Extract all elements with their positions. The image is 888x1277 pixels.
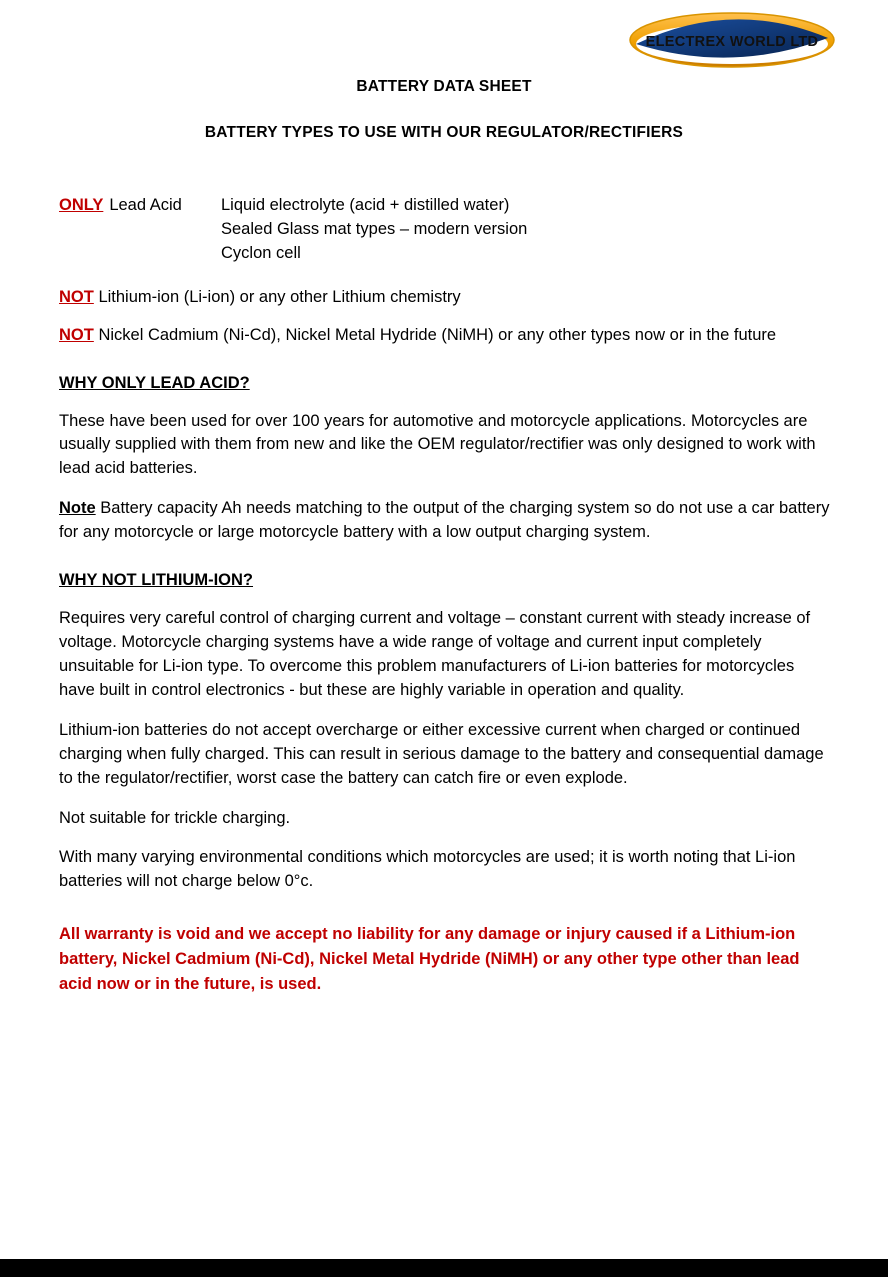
only-type-list <box>221 194 527 266</box>
paragraph: Lithium-ion batteries do not accept overcharge or either excessive current when charged or continued charging when fully charged. This can result in serious damage to the battery and consequential damage to the regulator/rectifier, worst case the battery can catch fire or even explode. <box>59 720 824 787</box>
warranty-warning: All warranty is void and we accept no liability for any damage or injury caused if a Lithium-ion battery, Nickel Cadmium (Ni-Cd), Nickel Metal Hydride (NiMH) or any other type other than lead acid now or in the future, is used. <box>59 925 800 993</box>
electrex-world-logo-icon <box>628 8 836 72</box>
not-line-lithium <box>55 286 833 310</box>
paragraph: Not suitable for trickle charging. <box>59 808 291 827</box>
section-heading-why-not-lithium-ion: WHY NOT LITHIUM-ION? <box>59 571 254 590</box>
only-type: Lead Acid <box>109 196 182 214</box>
not-text: Lithium-ion (Li-ion) or any other Lithium chemistry <box>98 287 461 306</box>
document-body <box>55 194 833 997</box>
list-item: Cyclon cell <box>221 243 301 262</box>
not-keyword: NOT <box>59 325 94 344</box>
not-line-nicd-nimh <box>55 324 833 348</box>
page-subtitle: BATTERY TYPES TO USE WITH OUR REGULATOR/RECTIFIERS <box>204 124 684 141</box>
footer-bar <box>0 1259 888 1277</box>
list-item: Liquid electrolyte (acid + distilled water) <box>221 196 510 214</box>
paragraph: With many varying environmental conditions which motorcycles are used; it is worth noting that Li-ion batteries will not charge below 0°c. <box>59 848 796 891</box>
section-heading-why-only-lead-acid: WHY ONLY LEAD ACID? <box>59 373 250 392</box>
only-lead-acid-block <box>55 194 833 266</box>
company-logo <box>628 8 836 72</box>
not-keyword: NOT <box>59 287 94 306</box>
list-item: Sealed Glass mat types – modern version <box>221 219 528 238</box>
page-title: BATTERY DATA SHEET <box>356 78 532 95</box>
paragraph: These have been used for over 100 years for automotive and motorcycle applications. Motorcycles are usually supplied with them from new and like the OEM regulator/rectifier was only designed to work with lead acid batteries. <box>59 411 816 478</box>
paragraph: Requires very careful control of charging current and voltage – constant current with steady increase of voltage. Motorcycle charging systems have a wide range of voltage and current input completely unsuitable for Li-ion type. To overcome this problem manufacturers of Li-ion batteries for motorcycles have built in control electronics - but these are highly variable in operation and quality. <box>59 609 811 699</box>
only-lead-label <box>59 194 221 218</box>
only-keyword: ONLY <box>59 196 104 214</box>
not-text: Nickel Cadmium (Ni-Cd), Nickel Metal Hydride (NiMH) or any other types now or in the future <box>98 325 777 344</box>
note-paragraph <box>55 497 833 545</box>
note-text: Battery capacity Ah needs matching to the output of the charging system so do not use a car battery for any motorcycle or large motorcycle battery with a low output charging system. <box>59 499 830 542</box>
note-label: Note <box>59 499 96 518</box>
logo-text: ELECTREX WORLD LTD <box>645 34 819 50</box>
